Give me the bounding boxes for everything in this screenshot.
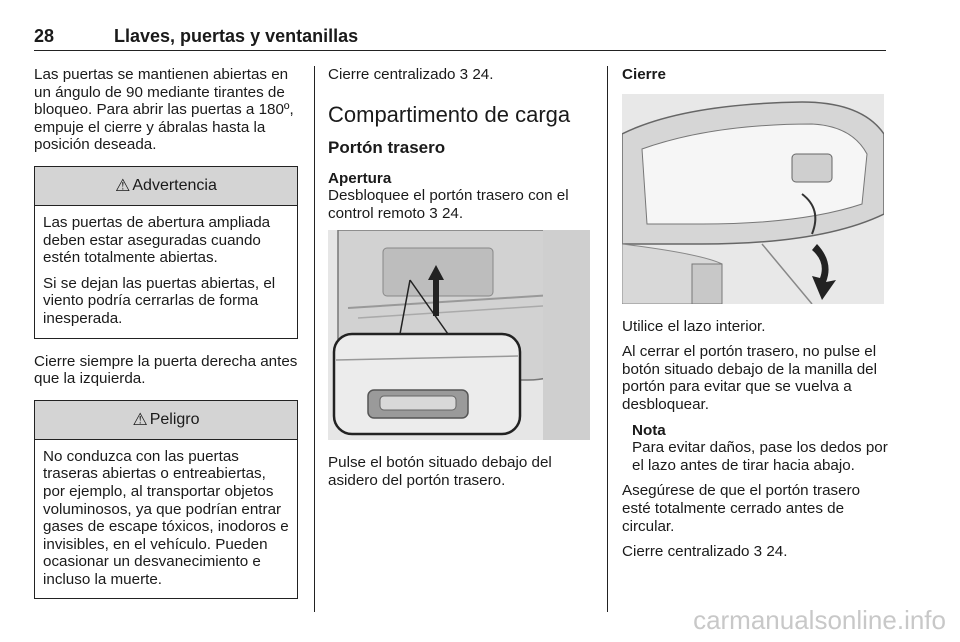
body-paragraph: Asegúrese de que el portón trasero esté totalmente cerrado antes de circular.	[622, 482, 861, 535]
page-header	[34, 24, 886, 51]
warning-title: Advertencia	[132, 177, 217, 195]
body-paragraph: Utilice el lazo interior.	[622, 317, 766, 335]
body-paragraph: Cierre siempre la puerta derecha antes que la izquierda.	[34, 352, 298, 388]
column-right	[622, 66, 888, 569]
figure-caption: Pulse el botón situado debajo del asidero del portón trasero.	[328, 454, 552, 489]
cross-reference: Cierre centralizado 3 24.	[622, 543, 788, 561]
watermark: carmanualsonline.info	[693, 605, 946, 635]
danger-box	[34, 400, 298, 600]
tailgate-closing-illustration	[622, 94, 884, 304]
intro-paragraph: Las puertas se mantienen abiertas en un ángulo de 90 mediante tirantes de bloqueo. Para abrir las puertas a 180º, empuje el cierre y ábralas hasta la posición deseada.	[34, 66, 294, 154]
warning-text: Las puertas de abertura ampliada deben estar aseguradas cuando estén totalmente abiertas.	[43, 213, 271, 267]
tailgate-button-illustration	[328, 230, 590, 440]
danger-text: No conduzca con las puertas traseras abiertas o entreabiertas, por ejemplo, al transportar objetos voluminosos, ya que podrían entrar gases de escape tóxicos, inodoros e invisibles, en el vehículo. Pueden ocasionar un desvanecimiento e incluso la muerte.	[43, 447, 289, 588]
section-title: Compartimento de carga	[328, 101, 571, 127]
note-text: Para evitar daños, pase los dedos por el lazo antes de tirar hacia abajo.	[632, 439, 888, 474]
chapter-title: Llaves, puertas y ventanillas	[114, 26, 359, 46]
column-middle	[328, 66, 594, 498]
note-block	[632, 422, 888, 475]
body-paragraph: Al cerrar el portón trasero, no pulse el botón situado debajo de la manilla del portón para evitar que se vuelva a desbloquear.	[622, 343, 877, 413]
note-title: Nota	[632, 421, 666, 439]
warning-box	[34, 166, 298, 339]
warning-text: Si se dejan las puertas abiertas, el viento podría cerrarlas de forma inesperada.	[43, 274, 276, 327]
column-left	[34, 66, 298, 613]
cross-reference: Cierre centralizado 3 24.	[328, 66, 494, 83]
topic-title: Apertura	[328, 169, 392, 187]
danger-title: Peligro	[149, 410, 200, 428]
topic-title: Cierre	[622, 66, 666, 83]
page-number: 28	[34, 26, 55, 46]
body-paragraph: Desbloquee el portón trasero con el control remoto 3 24.	[328, 187, 569, 222]
warning-triangle-icon: ⚠	[115, 176, 131, 196]
column-divider	[607, 66, 608, 612]
column-divider	[314, 66, 315, 612]
warning-triangle-icon: ⚠	[132, 409, 148, 429]
danger-box-header	[35, 401, 297, 440]
subsection-title: Portón trasero	[328, 137, 446, 157]
warning-box-header	[35, 167, 297, 206]
